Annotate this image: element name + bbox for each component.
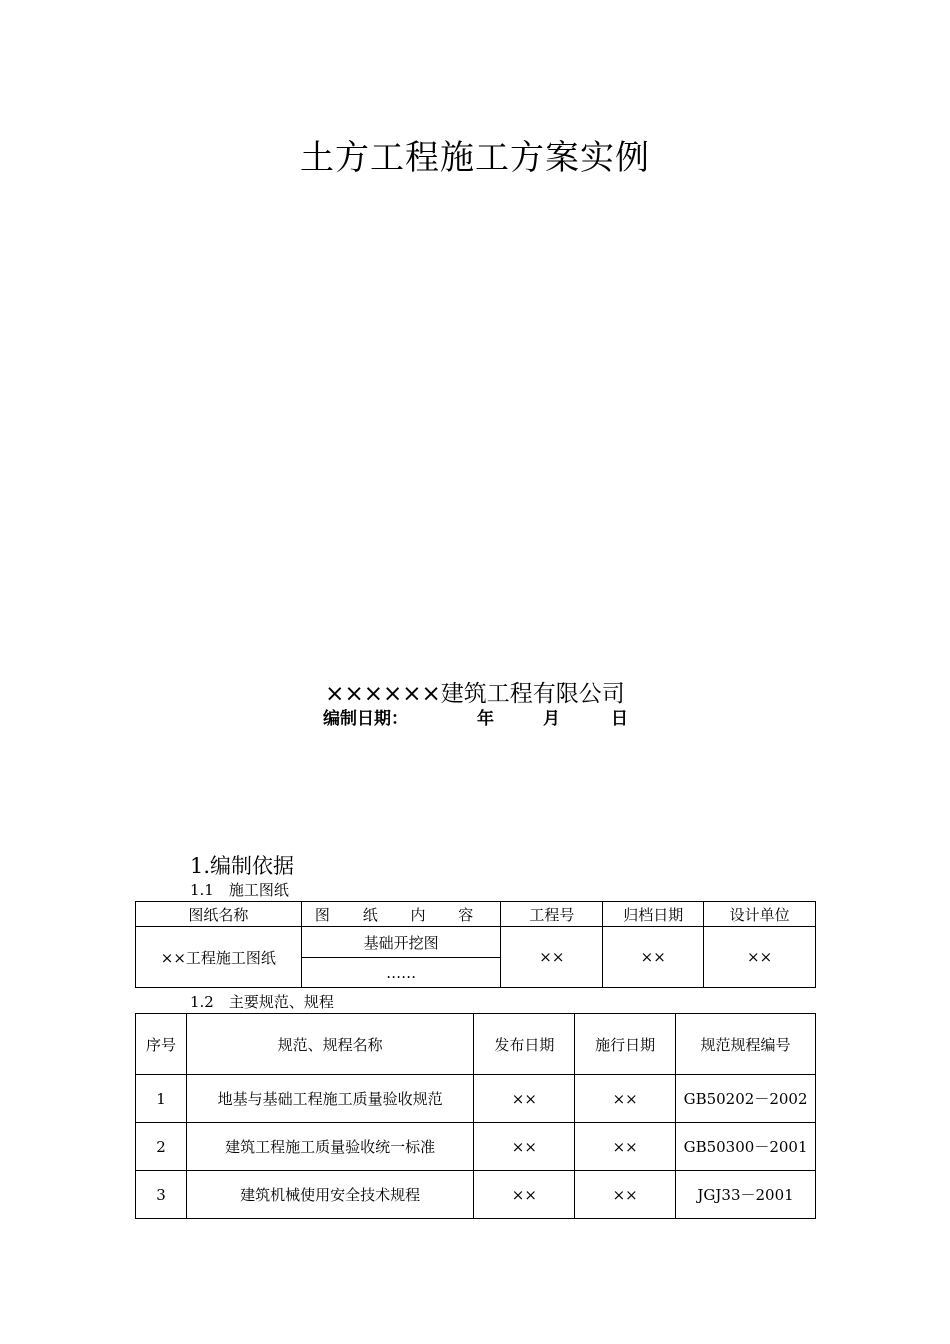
header-cell: 序号 (136, 1014, 187, 1075)
table-cell: 3 (136, 1171, 187, 1219)
project-no-cell: ×× (501, 927, 603, 988)
table-cell: 建筑机械使用安全技术规程 (186, 1171, 473, 1219)
header-cell: 规范、规程名称 (186, 1014, 473, 1075)
section-heading-basis: 1.编制依据 (190, 854, 295, 878)
table-cell: ×× (474, 1171, 575, 1219)
table-cell: 2 (136, 1123, 187, 1171)
section-heading-standards: 1.2 主要规范、规程 (190, 993, 334, 1011)
header-cell: 图纸名称 (136, 902, 302, 927)
table-cell: ×× (575, 1171, 676, 1219)
compile-date-line (323, 704, 643, 729)
drawing-content-cell: …… (301, 958, 501, 988)
table-cell: JGJ33－2001 (676, 1171, 816, 1219)
drawing-name-cell: ××工程施工图纸 (136, 927, 302, 988)
table-cell: ×× (575, 1075, 676, 1123)
table-cell: 地基与基础工程施工质量验收规范 (186, 1075, 473, 1123)
standards-table (135, 1013, 816, 1219)
table-row (136, 1123, 816, 1171)
table-header-row (136, 902, 816, 927)
header-cell: 归档日期 (603, 902, 704, 927)
header-cell: 施行日期 (575, 1014, 676, 1075)
design-unit-cell: ×× (704, 927, 816, 988)
document-title: 土方工程施工方案实例 (300, 138, 650, 178)
header-cell: 图 纸 内 容 (301, 902, 501, 927)
table-row (136, 1171, 816, 1219)
header-cell: 工程号 (501, 902, 603, 927)
header-cell: 规范规程编号 (676, 1014, 816, 1075)
archive-date-cell: ×× (603, 927, 704, 988)
compile-date-label: 编制日期： (323, 709, 408, 729)
table-cell: 1 (136, 1075, 187, 1123)
table-row (136, 1075, 816, 1123)
date-month: 月 (543, 709, 560, 729)
drawing-content-cell: 基础开挖图 (301, 927, 501, 958)
header-cell: 设计单位 (704, 902, 816, 927)
table-row (136, 927, 816, 958)
table-cell: ×× (474, 1075, 575, 1123)
date-day: 日 (611, 709, 628, 729)
date-year: 年 (477, 709, 494, 729)
table-cell: ×× (474, 1123, 575, 1171)
company-name: ××××××建筑工程有限公司 (325, 681, 625, 707)
table-header-row (136, 1014, 816, 1075)
section-heading-drawings: 1.1 施工图纸 (190, 881, 289, 899)
table-cell: GB50300－2001 (676, 1123, 816, 1171)
table-cell: 建筑工程施工质量验收统一标准 (186, 1123, 473, 1171)
table-cell: ×× (575, 1123, 676, 1171)
table-cell: GB50202－2002 (676, 1075, 816, 1123)
drawings-table (135, 901, 816, 988)
header-cell: 发布日期 (474, 1014, 575, 1075)
